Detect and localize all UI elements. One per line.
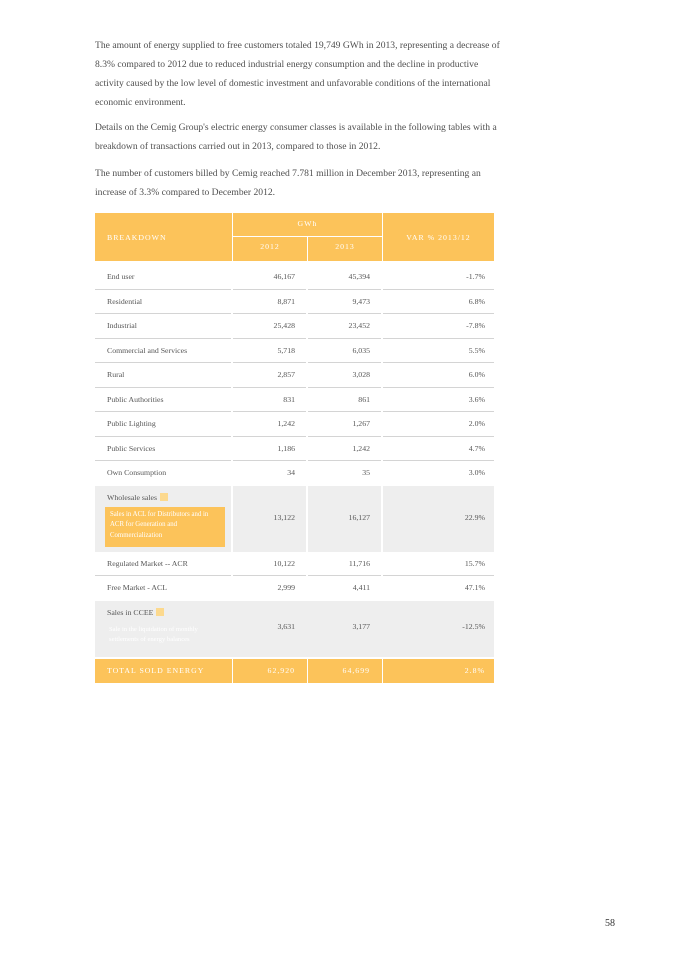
total-2012: 62,920 <box>267 665 295 675</box>
header-divider <box>233 236 382 237</box>
header-gwh: GWh <box>297 219 318 228</box>
paragraph-energy-supplied: The amount of energy supplied to free customers totaled 19,749 GWh in 2013, representing a decrease of 8.3% compared to 2012 due to reduced industrial energy consumption and the decline in productive activity caused by the low level of domestic investment and unfavorable conditions of the international economic environment. <box>95 40 500 108</box>
value-var: 22.9% <box>464 512 485 522</box>
value-2013: 16,127 <box>348 512 370 522</box>
value-2012: 3,631 <box>277 621 295 631</box>
value-2012: 5,718 <box>277 345 295 355</box>
wholesale-sales-label: Wholesale sales <box>107 492 158 502</box>
value-var: -7.8% <box>466 321 485 330</box>
header-breakdown: BREAKDOWN <box>107 233 167 242</box>
row-label: Public Services <box>107 443 156 453</box>
wholesale-sales-block <box>95 486 494 552</box>
value-2013: 9,473 <box>352 296 370 306</box>
table-row <box>95 461 494 486</box>
value-2013: 35 <box>362 468 370 477</box>
value-var: 2.0% <box>468 419 485 428</box>
table-row <box>95 388 494 413</box>
table-row <box>95 314 494 339</box>
value-2013: 23,452 <box>348 321 370 330</box>
ccee-sales-block <box>95 601 494 657</box>
paragraph-consumer-classes: Details on the Cemig Group's electric energy consumer classes is available in the following tables with a breakdown of transactions carried out in 2013, compared to those in 2012. <box>95 122 497 152</box>
value-2012: 831 <box>283 394 295 404</box>
table-header <box>95 213 494 261</box>
value-2012: 2,857 <box>277 370 295 379</box>
row-label: Commercial and Services <box>107 345 188 355</box>
row-label: Own Consumption <box>107 468 167 477</box>
row-label: Regulated Market -- ACR <box>107 558 188 568</box>
total-label: TOTAL SOLD ENERGY <box>107 665 205 675</box>
header-year-2013: 2013 <box>335 242 355 251</box>
value-2013: 3,028 <box>352 370 370 379</box>
value-var: 47.1% <box>464 583 485 592</box>
table-row <box>95 552 494 577</box>
value-2012: 1,186 <box>277 443 295 453</box>
header-divider <box>232 213 233 261</box>
ccee-sales-label: Sales in CCEE <box>107 607 154 617</box>
energy-breakdown-table <box>95 213 494 683</box>
value-var: 6.8% <box>468 296 485 306</box>
table-row <box>95 290 494 315</box>
value-2013: 3,177 <box>352 621 370 631</box>
table-row <box>95 412 494 437</box>
table-row <box>95 265 494 290</box>
wholesale-sales-tooltip: Sales in ACL for Distributors and in ACR for Generation and Commercialization <box>105 507 225 547</box>
value-var: 4.7% <box>468 443 485 453</box>
value-var: 6.0% <box>468 370 485 379</box>
value-var: 5.5% <box>468 345 485 355</box>
value-2012: 46,167 <box>273 272 295 281</box>
table-row <box>95 437 494 462</box>
table-row <box>95 576 494 601</box>
header-divider <box>307 237 308 261</box>
value-2013: 45,394 <box>348 272 370 281</box>
value-2013: 11,716 <box>348 558 370 568</box>
ccee-sales-tooltip: Sale in the liquidation of monthly settlements of energy balances <box>109 625 198 643</box>
value-var: 15.7% <box>464 558 485 568</box>
header-variation: VAR % 2013/12 <box>406 233 471 242</box>
value-2013: 6,035 <box>352 345 370 355</box>
value-2012: 13,122 <box>273 512 295 522</box>
row-label: Rural <box>107 370 125 379</box>
header-year-2012: 2012 <box>260 242 280 251</box>
value-2012: 25,428 <box>273 321 295 330</box>
page-number: 58 <box>605 918 615 929</box>
info-icon[interactable] <box>156 608 164 616</box>
value-2012: 2,999 <box>277 583 295 592</box>
value-2013: 1,267 <box>352 419 370 428</box>
value-2013: 861 <box>358 394 370 404</box>
value-2012: 8,871 <box>277 296 295 306</box>
paragraph-customers-billed: The number of customers billed by Cemig reached 7.781 million in December 2013, representing an increase of 3.3% compared to December 2012. <box>95 168 481 198</box>
value-2013: 1,242 <box>352 443 370 453</box>
value-var: 3.6% <box>468 394 485 404</box>
row-label: End user <box>107 272 135 281</box>
value-2012: 1,242 <box>277 419 295 428</box>
value-2013: 4,411 <box>352 583 370 592</box>
row-label: Free Market - ACL <box>107 583 167 592</box>
row-label: Residential <box>107 296 143 306</box>
row-label: Industrial <box>107 321 137 330</box>
value-var: -1.7% <box>466 272 485 281</box>
row-label: Public Authorities <box>107 394 164 404</box>
value-2012: 34 <box>287 468 295 477</box>
header-divider <box>382 213 383 261</box>
table-row <box>95 339 494 364</box>
row-label: Public Lighting <box>107 419 156 428</box>
total-2013: 64,699 <box>342 665 370 675</box>
total-row <box>95 659 494 683</box>
value-2012: 10,122 <box>273 558 295 568</box>
total-var: 2.8% <box>464 665 485 675</box>
value-var: 3.0% <box>468 468 485 477</box>
value-var: -12.5% <box>462 621 485 631</box>
table-row <box>95 363 494 388</box>
info-icon[interactable] <box>160 493 168 501</box>
